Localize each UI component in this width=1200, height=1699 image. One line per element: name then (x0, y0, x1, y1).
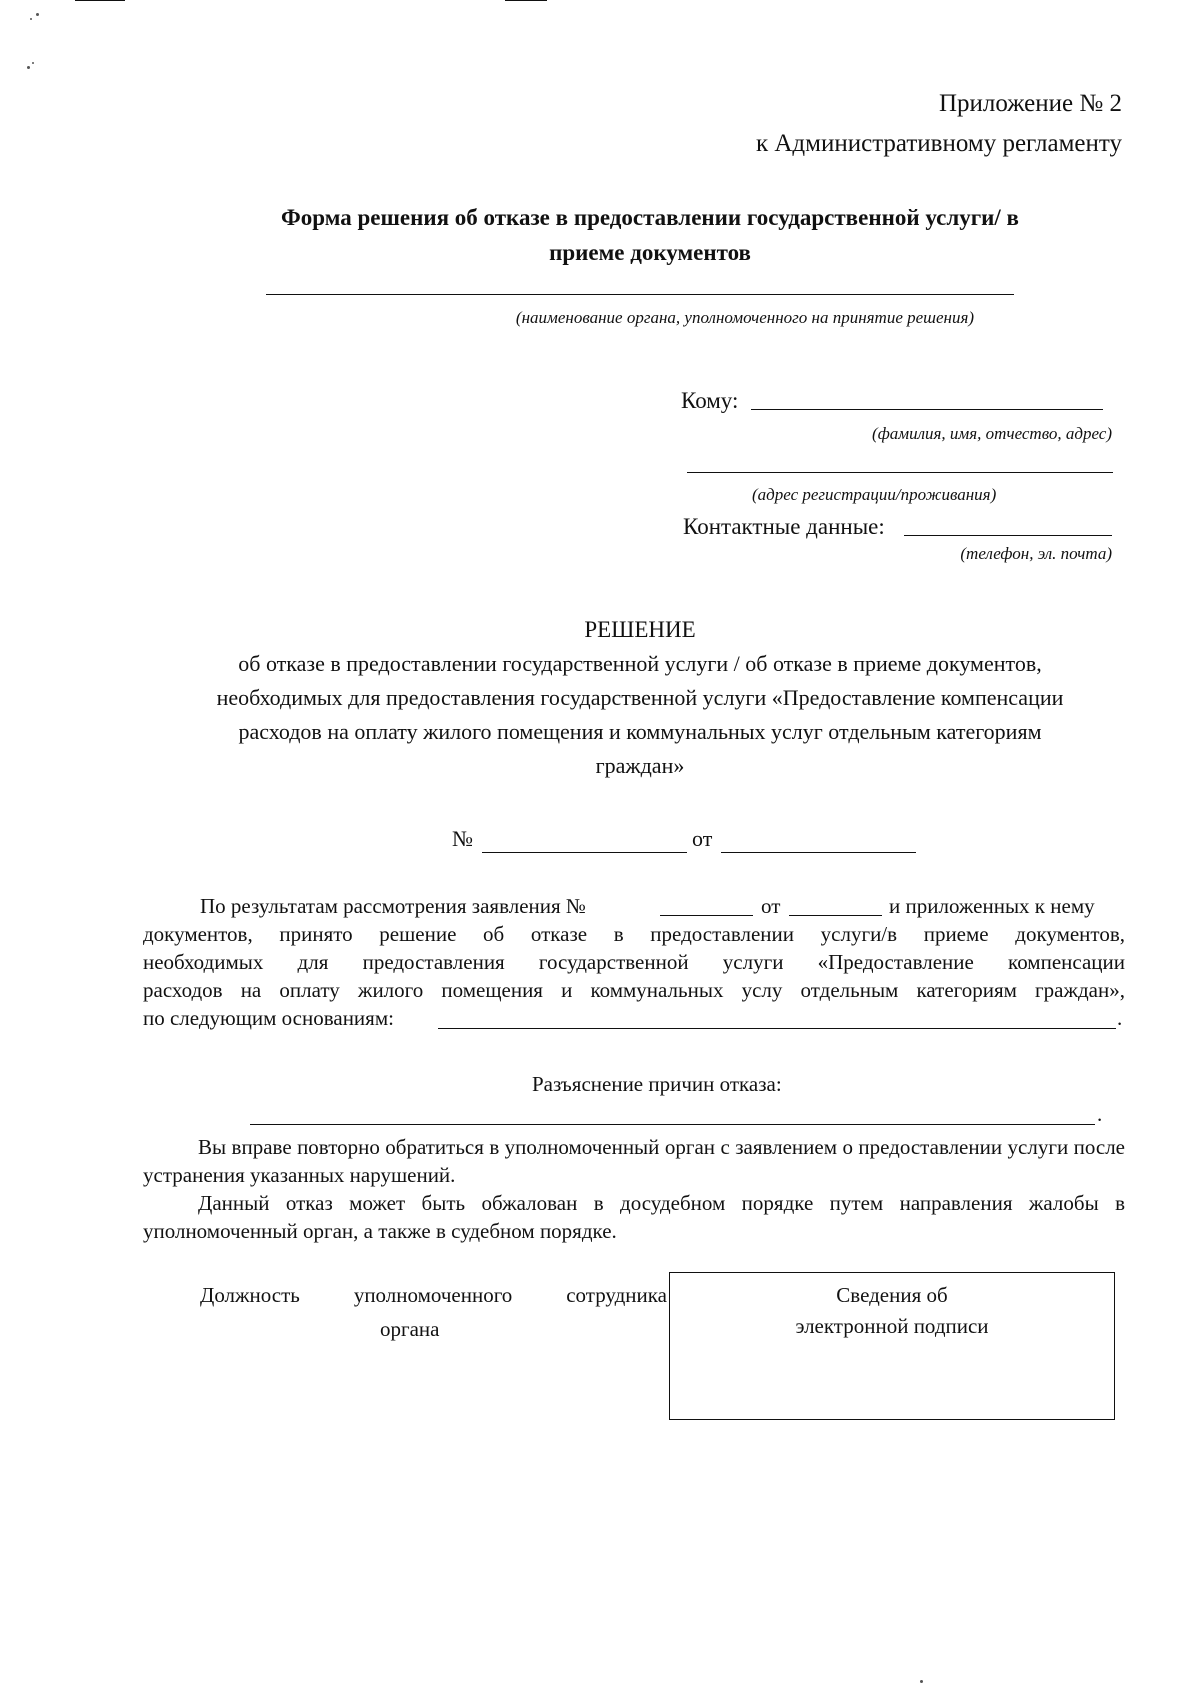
form-title-line2: приеме документов (549, 240, 751, 265)
scan-speck (30, 18, 32, 20)
paragraph-reapply: Вы вправе повторно обратиться в уполномоченный орган с заявлением о предоставлении услуги после устранения указанных нарушений. (143, 1135, 1125, 1187)
decision-subtitle-line1: об отказе в предоставлении государственной услуги / об отказе в приеме документов, (238, 651, 1042, 676)
p1-line4: расходов на оплату жилого помещения и коммунальных услу отдельным категориям граждан», (143, 978, 1125, 1002)
p1-grounds-label: по следующим основаниям: (143, 1006, 394, 1030)
decision-number-line (482, 852, 687, 853)
grounds-line (438, 1028, 1116, 1029)
application-number-line (660, 915, 753, 916)
p1-line2: документов, принято решение об отказе в предоставлении услуги/в приеме документов, (143, 922, 1125, 946)
decision-number-label: № (452, 826, 473, 851)
position-word-1: Должность (200, 1283, 300, 1307)
decision-subtitle-line3: расходов на оплату жилого помещения и коммунальных услуг отдельным категориям (238, 719, 1042, 744)
scan-speck (36, 13, 39, 16)
organ-name-hint: (наименование органа, уполномоченного на принятие решения) (515, 308, 975, 327)
recipient-address-hint: (адрес регистрации/проживания) (752, 485, 997, 504)
recipient-name-hint: (фамилия, имя, отчество, адрес) (872, 424, 1112, 443)
decision-subtitle-line2: необходимых для предоставления государственной услуги «Предоставление компенсации (216, 685, 1064, 710)
paragraph-appeal: Данный отказ может быть обжалован в досудебном порядке путем направления жалобы в уполномоченный орган, а также в судебном порядке. (143, 1191, 1125, 1243)
recipient-address-line (687, 472, 1113, 473)
recipient-name-line (751, 409, 1103, 410)
explanation-label: Разъяснение причин отказа: (532, 1072, 782, 1096)
position-word-2: уполномоченного (353, 1283, 513, 1307)
p1-line3: необходимых для предоставления государственной услуги «Предоставление компенсации (143, 950, 1125, 974)
application-date-line (789, 915, 882, 916)
contacts-line (904, 535, 1112, 536)
explanation-period: . (1097, 1102, 1103, 1126)
annex-regulation: к Административному регламенту (755, 130, 1122, 157)
scan-speck (27, 66, 30, 69)
contacts-hint: (телефон, эл. почта) (960, 544, 1112, 563)
scan-speck (32, 62, 34, 64)
position-word-3: сотрудника (566, 1283, 667, 1307)
to-label: Кому: (681, 388, 739, 413)
form-title-line1: Форма решения об отказе в предоставлении государственной услуги/ в (281, 205, 1019, 230)
official-position-line1 (200, 1281, 667, 1309)
decision-subtitle-line4: граждан» (595, 753, 685, 778)
p1-start: По результатам рассмотрения заявления № (200, 894, 586, 918)
scan-speck (920, 1680, 923, 1683)
electronic-signature-box (669, 1272, 1115, 1420)
scan-mark-top-center (505, 0, 547, 1)
official-position-line2: органа (380, 1317, 440, 1341)
decision-title: РЕШЕНИЕ (584, 617, 696, 642)
grounds-period: . (1117, 1006, 1123, 1030)
p1-from: от (761, 894, 781, 918)
contacts-label: Контактные данные: (683, 514, 885, 539)
signature-box-line1: Сведения об (836, 1283, 948, 1307)
decision-date-line (721, 852, 916, 853)
scan-mark-top-left (75, 0, 125, 1)
p1-end: и приложенных к нему (889, 894, 1095, 918)
organ-name-line (266, 294, 1014, 295)
signature-box-line2: электронной подписи (795, 1314, 989, 1338)
decision-date-label: от (692, 826, 713, 851)
explanation-line (250, 1124, 1095, 1125)
annex-number: Приложение № 2 (938, 90, 1122, 117)
